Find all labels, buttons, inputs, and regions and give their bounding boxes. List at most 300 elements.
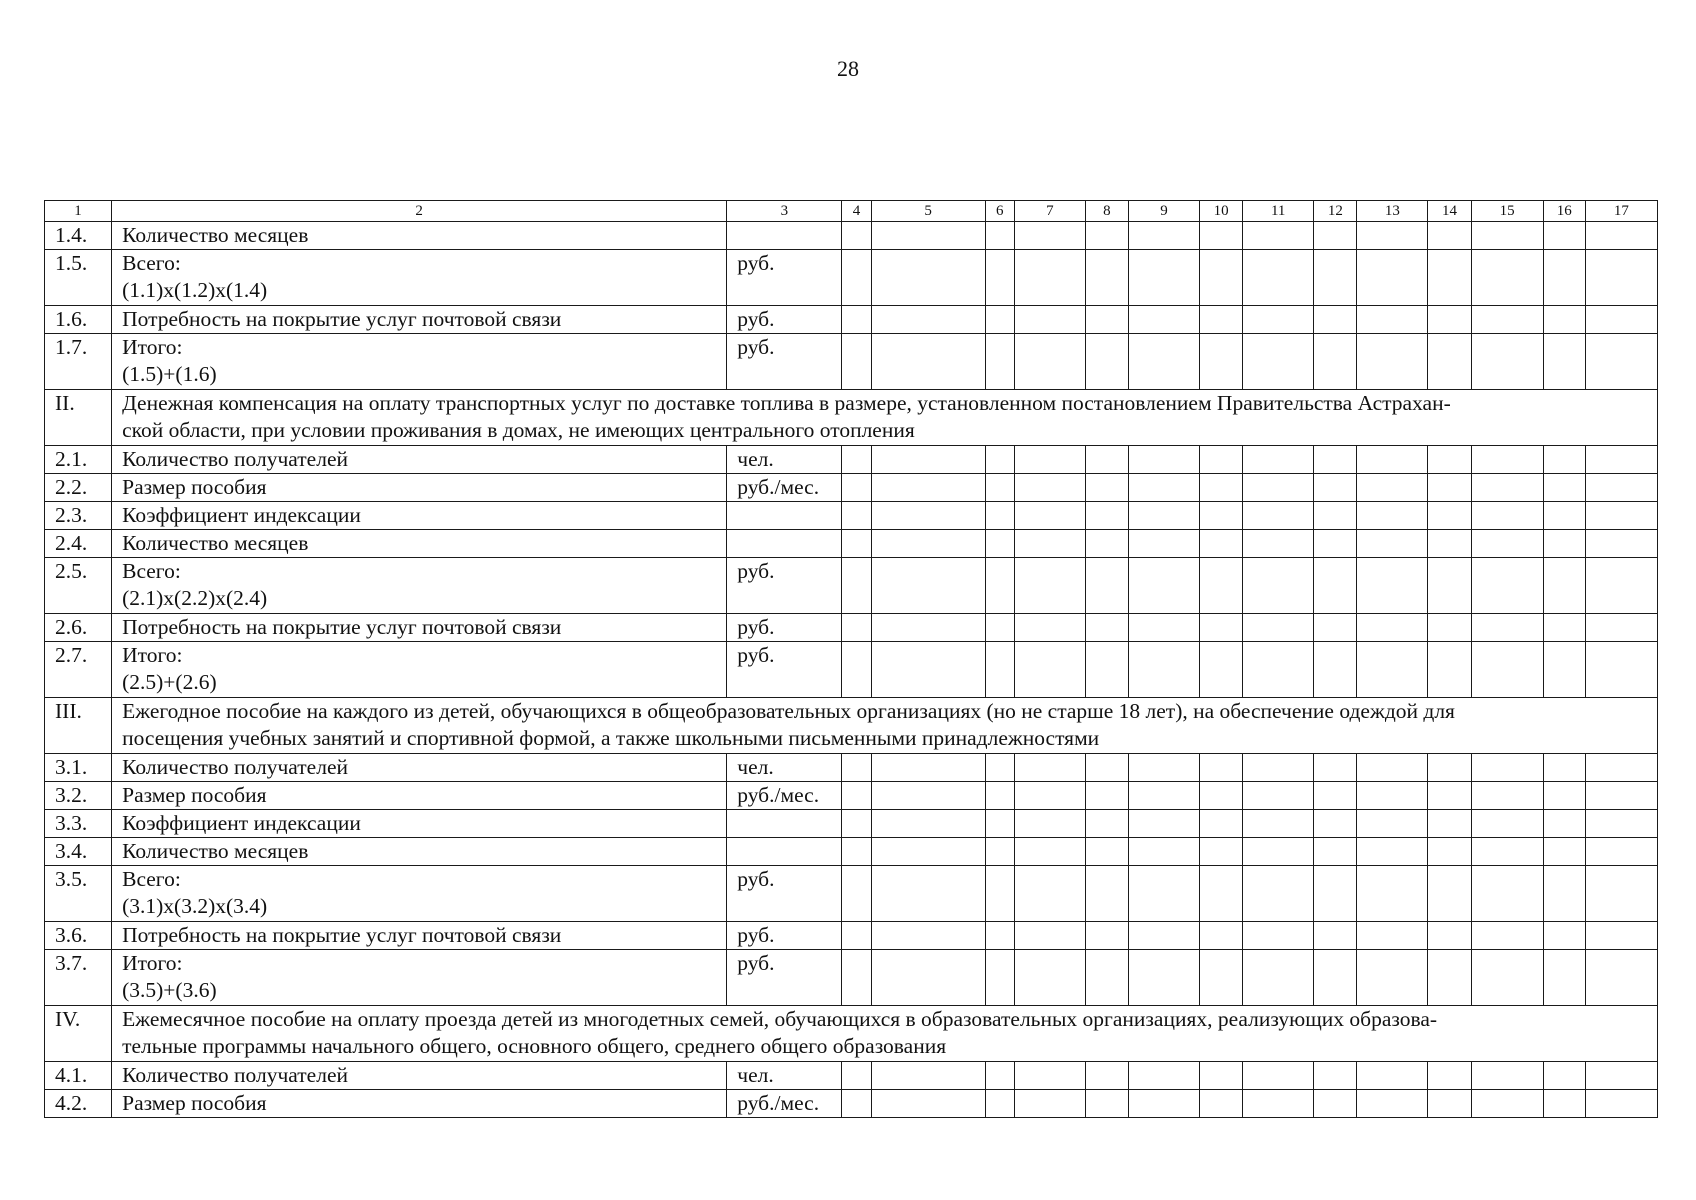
value-cell[interactable]	[985, 334, 1014, 390]
value-cell[interactable]	[985, 558, 1014, 614]
value-cell[interactable]	[842, 1090, 871, 1118]
value-cell[interactable]	[1200, 810, 1243, 838]
value-cell[interactable]	[1128, 558, 1199, 614]
value-cell[interactable]	[985, 614, 1014, 642]
value-cell[interactable]	[1471, 334, 1543, 390]
value-cell[interactable]	[1428, 950, 1471, 1006]
value-cell[interactable]	[1014, 1090, 1085, 1118]
value-cell[interactable]	[1014, 866, 1085, 922]
value-cell[interactable]	[1428, 810, 1471, 838]
value-cell[interactable]	[1085, 866, 1128, 922]
value-cell[interactable]	[1085, 810, 1128, 838]
value-cell[interactable]	[1128, 754, 1199, 782]
value-cell[interactable]	[1128, 950, 1199, 1006]
value-cell[interactable]	[1243, 810, 1314, 838]
value-cell[interactable]	[1243, 922, 1314, 950]
value-cell[interactable]	[842, 502, 871, 530]
value-cell[interactable]	[1543, 838, 1585, 866]
value-cell[interactable]	[842, 474, 871, 502]
value-cell[interactable]	[842, 782, 871, 810]
value-cell[interactable]	[985, 782, 1014, 810]
value-cell[interactable]	[871, 446, 985, 474]
value-cell[interactable]	[1200, 502, 1243, 530]
value-cell[interactable]	[1428, 530, 1471, 558]
value-cell[interactable]	[1014, 838, 1085, 866]
value-cell[interactable]	[1357, 446, 1428, 474]
value-cell[interactable]	[1585, 810, 1657, 838]
value-cell[interactable]	[1585, 866, 1657, 922]
value-cell[interactable]	[1357, 754, 1428, 782]
value-cell[interactable]	[1543, 558, 1585, 614]
value-cell[interactable]	[1471, 810, 1543, 838]
value-cell[interactable]	[1314, 1090, 1357, 1118]
value-cell[interactable]	[1085, 1090, 1128, 1118]
value-cell[interactable]	[1200, 614, 1243, 642]
value-cell[interactable]	[1243, 754, 1314, 782]
value-cell[interactable]	[1085, 306, 1128, 334]
value-cell[interactable]	[1128, 614, 1199, 642]
value-cell[interactable]	[1543, 782, 1585, 810]
label-line: Коэффициент индексации	[122, 811, 361, 835]
row-unit: руб.	[727, 642, 842, 698]
value-cell[interactable]	[1085, 502, 1128, 530]
value-cell[interactable]	[842, 250, 871, 306]
value-cell[interactable]	[985, 754, 1014, 782]
value-cell[interactable]	[1314, 950, 1357, 1006]
value-cell[interactable]	[1314, 306, 1357, 334]
value-cell[interactable]	[1014, 1062, 1085, 1090]
value-cell[interactable]	[1471, 558, 1543, 614]
value-cell[interactable]	[1243, 950, 1314, 1006]
value-cell[interactable]	[1357, 838, 1428, 866]
value-cell[interactable]	[1128, 446, 1199, 474]
value-cell[interactable]	[1471, 754, 1543, 782]
value-cell[interactable]	[1428, 642, 1471, 698]
value-cell[interactable]	[842, 306, 871, 334]
value-cell[interactable]	[1357, 1090, 1428, 1118]
value-cell[interactable]	[1014, 502, 1085, 530]
value-cell[interactable]	[1128, 1090, 1199, 1118]
value-cell[interactable]	[1428, 614, 1471, 642]
value-cell[interactable]	[1543, 866, 1585, 922]
column-number: 16	[1543, 201, 1585, 222]
value-cell[interactable]	[1585, 922, 1657, 950]
value-cell[interactable]	[842, 950, 871, 1006]
value-cell[interactable]	[1085, 950, 1128, 1006]
row-code: 3.7.	[45, 950, 112, 1006]
value-cell[interactable]	[1085, 642, 1128, 698]
value-cell[interactable]	[1471, 250, 1543, 306]
value-cell[interactable]	[871, 1062, 985, 1090]
value-cell[interactable]	[1357, 782, 1428, 810]
value-cell[interactable]	[1471, 838, 1543, 866]
value-cell[interactable]	[1014, 950, 1085, 1006]
value-cell[interactable]	[1471, 950, 1543, 1006]
value-cell[interactable]	[1471, 222, 1543, 250]
value-cell[interactable]	[1243, 306, 1314, 334]
value-cell[interactable]	[1200, 922, 1243, 950]
value-cell[interactable]	[985, 250, 1014, 306]
value-cell[interactable]	[1085, 782, 1128, 810]
label-line: Всего:	[122, 867, 181, 891]
value-cell[interactable]	[842, 558, 871, 614]
row-label	[112, 446, 727, 474]
value-cell[interactable]	[1128, 782, 1199, 810]
value-cell[interactable]	[1357, 950, 1428, 1006]
value-cell[interactable]	[1200, 838, 1243, 866]
value-cell[interactable]	[1585, 250, 1657, 306]
value-cell[interactable]	[1585, 782, 1657, 810]
value-cell[interactable]	[1471, 1062, 1543, 1090]
value-cell[interactable]	[1357, 222, 1428, 250]
value-cell[interactable]	[871, 334, 985, 390]
row-code: III.	[45, 698, 112, 754]
value-cell[interactable]	[1314, 558, 1357, 614]
value-cell[interactable]	[1128, 474, 1199, 502]
value-cell[interactable]	[1314, 866, 1357, 922]
value-cell[interactable]	[1471, 866, 1543, 922]
value-cell[interactable]	[1428, 306, 1471, 334]
value-cell[interactable]	[1428, 474, 1471, 502]
value-cell[interactable]	[1014, 922, 1085, 950]
value-cell[interactable]	[1543, 642, 1585, 698]
value-cell[interactable]	[842, 334, 871, 390]
value-cell[interactable]	[1128, 250, 1199, 306]
label-line: Размер пособия	[122, 783, 267, 807]
value-cell[interactable]	[1585, 1090, 1657, 1118]
value-cell[interactable]	[1428, 1090, 1471, 1118]
row-code: 1.5.	[45, 250, 112, 306]
value-cell[interactable]	[1128, 306, 1199, 334]
value-cell[interactable]	[1543, 1062, 1585, 1090]
value-cell[interactable]	[871, 754, 985, 782]
value-cell[interactable]	[1314, 502, 1357, 530]
value-cell[interactable]	[842, 222, 871, 250]
value-cell[interactable]	[1314, 474, 1357, 502]
value-cell[interactable]	[871, 558, 985, 614]
value-cell[interactable]	[1585, 474, 1657, 502]
value-cell[interactable]	[1428, 334, 1471, 390]
value-cell[interactable]	[1085, 250, 1128, 306]
label-line: Размер пособия	[122, 475, 267, 499]
value-cell[interactable]	[1085, 1062, 1128, 1090]
value-cell[interactable]	[1314, 782, 1357, 810]
value-cell[interactable]	[871, 838, 985, 866]
value-cell[interactable]	[1357, 306, 1428, 334]
value-cell[interactable]	[1357, 502, 1428, 530]
value-cell[interactable]	[1585, 558, 1657, 614]
value-cell[interactable]	[1014, 810, 1085, 838]
value-cell[interactable]	[871, 250, 985, 306]
value-cell[interactable]	[1357, 334, 1428, 390]
value-cell[interactable]	[871, 950, 985, 1006]
value-cell[interactable]	[1314, 222, 1357, 250]
value-cell[interactable]	[1585, 838, 1657, 866]
value-cell[interactable]	[1585, 614, 1657, 642]
value-cell[interactable]	[1014, 642, 1085, 698]
value-cell[interactable]	[1243, 1090, 1314, 1118]
value-cell[interactable]	[1243, 334, 1314, 390]
value-cell[interactable]	[1357, 474, 1428, 502]
value-cell[interactable]	[1243, 838, 1314, 866]
value-cell[interactable]	[1314, 754, 1357, 782]
value-cell[interactable]	[871, 614, 985, 642]
value-cell[interactable]	[1014, 754, 1085, 782]
value-cell[interactable]	[1314, 334, 1357, 390]
value-cell[interactable]	[1428, 1062, 1471, 1090]
value-cell[interactable]	[1357, 810, 1428, 838]
value-cell[interactable]	[1428, 250, 1471, 306]
value-cell[interactable]	[1543, 1090, 1585, 1118]
value-cell[interactable]	[1357, 866, 1428, 922]
value-cell[interactable]	[1243, 250, 1314, 306]
value-cell[interactable]	[842, 530, 871, 558]
value-cell[interactable]	[1128, 222, 1199, 250]
table-row	[45, 782, 1658, 810]
value-cell[interactable]	[871, 1090, 985, 1118]
value-cell[interactable]	[1314, 614, 1357, 642]
value-cell[interactable]	[842, 866, 871, 922]
value-cell[interactable]	[1128, 866, 1199, 922]
value-cell[interactable]	[1014, 306, 1085, 334]
value-cell[interactable]	[1314, 1062, 1357, 1090]
value-cell[interactable]	[1128, 334, 1199, 390]
value-cell[interactable]	[1543, 502, 1585, 530]
value-cell[interactable]	[1200, 334, 1243, 390]
value-cell[interactable]	[1243, 558, 1314, 614]
value-cell[interactable]	[1543, 530, 1585, 558]
value-cell[interactable]	[1471, 306, 1543, 334]
value-cell[interactable]	[1014, 446, 1085, 474]
value-cell[interactable]	[1200, 474, 1243, 502]
value-cell[interactable]	[985, 838, 1014, 866]
value-cell[interactable]	[842, 922, 871, 950]
value-cell[interactable]	[1085, 474, 1128, 502]
value-cell[interactable]	[1357, 250, 1428, 306]
value-cell[interactable]	[1585, 222, 1657, 250]
value-cell[interactable]	[1471, 1090, 1543, 1118]
value-cell[interactable]	[985, 530, 1014, 558]
value-cell[interactable]	[1200, 446, 1243, 474]
value-cell[interactable]	[1471, 446, 1543, 474]
value-cell[interactable]	[1357, 1062, 1428, 1090]
value-cell[interactable]	[1200, 950, 1243, 1006]
value-cell[interactable]	[842, 446, 871, 474]
column-number-row	[45, 201, 1658, 222]
label-line: Количество получателей	[122, 1063, 349, 1087]
value-cell[interactable]	[1014, 614, 1085, 642]
value-cell[interactable]	[1428, 866, 1471, 922]
value-cell[interactable]	[1585, 334, 1657, 390]
value-cell[interactable]	[1128, 922, 1199, 950]
value-cell[interactable]	[1243, 446, 1314, 474]
value-cell[interactable]	[1243, 614, 1314, 642]
value-cell[interactable]	[1243, 222, 1314, 250]
value-cell[interactable]	[1543, 222, 1585, 250]
value-cell[interactable]	[1428, 782, 1471, 810]
value-cell[interactable]	[1243, 1062, 1314, 1090]
value-cell[interactable]	[1543, 306, 1585, 334]
value-cell[interactable]	[871, 922, 985, 950]
value-cell[interactable]	[1543, 754, 1585, 782]
value-cell[interactable]	[1128, 642, 1199, 698]
value-cell[interactable]	[1314, 446, 1357, 474]
value-cell[interactable]	[1471, 782, 1543, 810]
value-cell[interactable]	[1128, 530, 1199, 558]
value-cell[interactable]	[1428, 222, 1471, 250]
value-cell[interactable]	[985, 1062, 1014, 1090]
value-cell[interactable]	[1428, 754, 1471, 782]
value-cell[interactable]	[1314, 250, 1357, 306]
value-cell[interactable]	[1128, 502, 1199, 530]
value-cell[interactable]	[1314, 922, 1357, 950]
value-cell[interactable]	[1085, 530, 1128, 558]
value-cell[interactable]	[1357, 922, 1428, 950]
value-cell[interactable]	[871, 306, 985, 334]
row-code: 4.1.	[45, 1062, 112, 1090]
value-cell[interactable]	[985, 642, 1014, 698]
value-cell[interactable]	[871, 502, 985, 530]
value-cell[interactable]	[1428, 502, 1471, 530]
value-cell[interactable]	[871, 474, 985, 502]
value-cell[interactable]	[1357, 642, 1428, 698]
value-cell[interactable]	[1585, 502, 1657, 530]
value-cell[interactable]	[1014, 530, 1085, 558]
value-cell[interactable]	[1314, 810, 1357, 838]
value-cell[interactable]	[1200, 558, 1243, 614]
value-cell[interactable]	[1543, 250, 1585, 306]
value-cell[interactable]	[1471, 614, 1543, 642]
value-cell[interactable]	[985, 1090, 1014, 1118]
value-cell[interactable]	[842, 838, 871, 866]
value-cell[interactable]	[985, 866, 1014, 922]
value-cell[interactable]	[1314, 838, 1357, 866]
value-cell[interactable]	[1200, 782, 1243, 810]
value-cell[interactable]	[1014, 782, 1085, 810]
value-cell[interactable]	[1543, 614, 1585, 642]
value-cell[interactable]	[1085, 334, 1128, 390]
value-cell[interactable]	[871, 782, 985, 810]
value-cell[interactable]	[1200, 530, 1243, 558]
value-cell[interactable]	[1200, 250, 1243, 306]
value-cell[interactable]	[1314, 642, 1357, 698]
value-cell[interactable]	[1085, 614, 1128, 642]
value-cell[interactable]	[1543, 922, 1585, 950]
value-cell[interactable]	[1014, 334, 1085, 390]
label-line: Потребность на покрытие услуг почтовой связи	[122, 307, 562, 331]
value-cell[interactable]	[842, 810, 871, 838]
value-cell[interactable]	[1085, 754, 1128, 782]
value-cell[interactable]	[1585, 754, 1657, 782]
value-cell[interactable]	[1471, 474, 1543, 502]
value-cell[interactable]	[985, 810, 1014, 838]
value-cell[interactable]	[1357, 558, 1428, 614]
value-cell[interactable]	[1085, 922, 1128, 950]
value-cell[interactable]	[1085, 838, 1128, 866]
value-cell[interactable]	[1585, 446, 1657, 474]
value-cell[interactable]	[1243, 782, 1314, 810]
value-cell[interactable]	[985, 950, 1014, 1006]
value-cell[interactable]	[1471, 502, 1543, 530]
value-cell[interactable]	[1243, 530, 1314, 558]
value-cell[interactable]	[1128, 838, 1199, 866]
value-cell[interactable]	[842, 1062, 871, 1090]
value-cell[interactable]	[1357, 530, 1428, 558]
value-cell[interactable]	[1014, 250, 1085, 306]
value-cell[interactable]	[1314, 530, 1357, 558]
value-cell[interactable]	[1128, 1062, 1199, 1090]
row-code: 2.7.	[45, 642, 112, 698]
value-cell[interactable]	[1200, 866, 1243, 922]
value-cell[interactable]	[985, 306, 1014, 334]
value-cell[interactable]	[1543, 810, 1585, 838]
value-cell[interactable]	[1471, 922, 1543, 950]
value-cell[interactable]	[842, 754, 871, 782]
value-cell[interactable]	[871, 222, 985, 250]
value-cell[interactable]	[985, 474, 1014, 502]
value-cell[interactable]	[1200, 222, 1243, 250]
value-cell[interactable]	[1085, 222, 1128, 250]
value-cell[interactable]	[1200, 306, 1243, 334]
value-cell[interactable]	[1357, 614, 1428, 642]
value-cell[interactable]	[1585, 306, 1657, 334]
value-cell[interactable]	[871, 866, 985, 922]
label-line: (2.5)+(2.6)	[122, 670, 217, 694]
value-cell[interactable]	[985, 502, 1014, 530]
value-cell[interactable]	[871, 642, 985, 698]
value-cell[interactable]	[1471, 530, 1543, 558]
value-cell[interactable]	[1543, 950, 1585, 1006]
value-cell[interactable]	[1428, 838, 1471, 866]
row-label	[112, 922, 727, 950]
value-cell[interactable]	[1585, 642, 1657, 698]
value-cell[interactable]	[1085, 446, 1128, 474]
column-number: 2	[112, 201, 727, 222]
value-cell[interactable]	[1428, 446, 1471, 474]
value-cell[interactable]	[871, 810, 985, 838]
value-cell[interactable]	[1200, 1090, 1243, 1118]
value-cell[interactable]	[1471, 642, 1543, 698]
value-cell[interactable]	[1428, 922, 1471, 950]
value-cell[interactable]	[1014, 474, 1085, 502]
value-cell[interactable]	[1243, 866, 1314, 922]
value-cell[interactable]	[1085, 558, 1128, 614]
value-cell[interactable]	[1200, 754, 1243, 782]
row-code: 2.5.	[45, 558, 112, 614]
value-cell[interactable]	[1243, 642, 1314, 698]
value-cell[interactable]	[1200, 642, 1243, 698]
value-cell[interactable]	[842, 642, 871, 698]
value-cell[interactable]	[871, 530, 985, 558]
value-cell[interactable]	[1585, 530, 1657, 558]
value-cell[interactable]	[1200, 1062, 1243, 1090]
value-cell[interactable]	[1014, 558, 1085, 614]
value-cell[interactable]	[1585, 1062, 1657, 1090]
value-cell[interactable]	[842, 614, 871, 642]
value-cell[interactable]	[1014, 222, 1085, 250]
value-cell[interactable]	[1243, 502, 1314, 530]
value-cell[interactable]	[1585, 950, 1657, 1006]
value-cell[interactable]	[1243, 474, 1314, 502]
value-cell[interactable]	[1128, 810, 1199, 838]
value-cell[interactable]	[985, 222, 1014, 250]
value-cell[interactable]	[1428, 558, 1471, 614]
value-cell[interactable]	[1543, 334, 1585, 390]
value-cell[interactable]	[1543, 446, 1585, 474]
value-cell[interactable]	[985, 922, 1014, 950]
value-cell[interactable]	[985, 446, 1014, 474]
value-cell[interactable]	[1543, 474, 1585, 502]
